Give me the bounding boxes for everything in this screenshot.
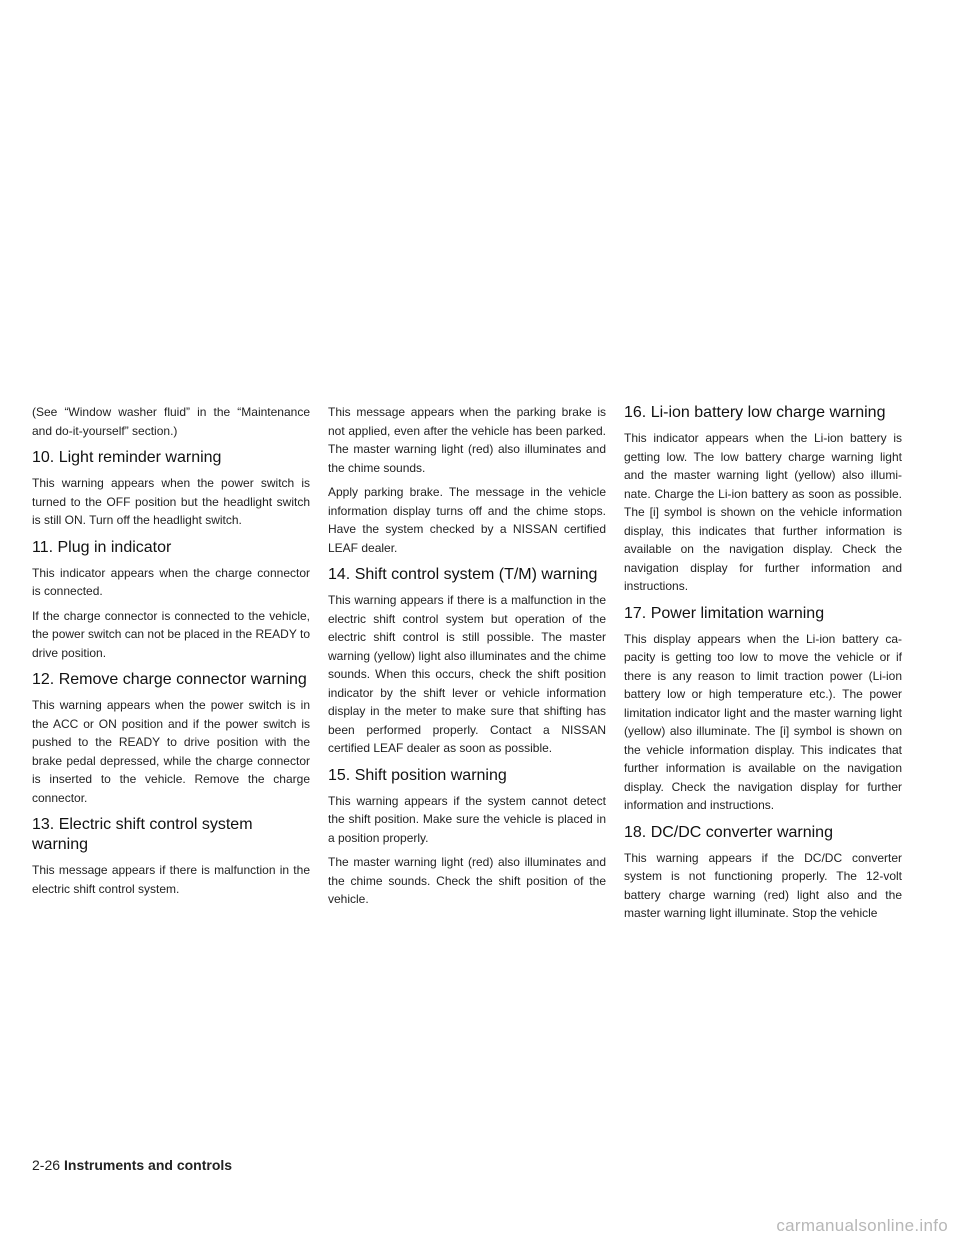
heading-light-reminder-warning: 10. Light reminder warning — [32, 449, 222, 466]
section-name: Instruments and controls — [64, 1157, 233, 1173]
page-number: 2-26 — [32, 1157, 61, 1173]
shift-control-tm-paragraph: This warning appears if there is a malfunction in the electric shift control system but operation of the electric shift control is still possible. The master warning (yellow) light also illuminates and the chime sounds. When this occurs, check the shift position indicator by the shift lever or vehicle information display in the meter to make sure that shifting has been performed properly. Contact a NISSAN certified LEAF dealer as soon as possible. — [328, 593, 606, 755]
dcdc-converter-paragraph: This warning appears if the DC/DC converter system is not functioning properly. The 12-volt battery charge warning (red) light also and the master warning light illuminate. Stop the vehicle — [624, 850, 902, 920]
heading-li-ion-low-charge: 16. Li-ion battery low charge warning — [624, 404, 886, 421]
column-1 — [32, 403, 310, 904]
heading-remove-charge-connector: 12. Remove charge connector warning — [32, 671, 307, 688]
heading-shift-position-warning: 15. Shift position warning — [328, 766, 507, 784]
heading-power-limitation: 17. Power limitation warning — [624, 604, 825, 622]
page-footer — [32, 1156, 232, 1174]
watermark: carmanualsonline.info — [776, 1216, 948, 1235]
parking-brake-paragraph-2: Apply parking brake. The message in the vehicle information display turns off and the chime stops. Have the system checked by a NISSAN certified LEAF dealer. — [328, 485, 606, 555]
heading-plug-in-indicator: 11. Plug in indicator — [32, 538, 172, 556]
power-limitation-paragraph: This display appears when the Li-ion battery capacity is getting too low to move the vehicle or if there is any reason to limit traction power (Li-ion battery low or high temperature etc.). The power limitation indicator light and the master warning light (yellow) also illuminate. The [i] symbol is shown on the vehicle information display. This indicates that further information is available on the navigation display. Check the navigation display for further information and instructions. — [624, 631, 902, 812]
shift-position-paragraph-1: This warning appears if the system cannot detect the shift position. Make sure the vehicle is placed in a position properly. — [328, 793, 606, 845]
intro-paragraph: (See “Window washer fluid” in the “Maintenance and do-it-yourself” section.) — [32, 405, 310, 438]
remove-charge-connector-paragraph: This warning appears when the power switch is in the ACC or ON position and if the power switch is pushed to the READY to drive position with the brake pedal depressed, while the charge connector is inserted to the vehicle. Remove the charge connector. — [32, 698, 310, 805]
light-reminder-paragraph: This warning appears when the power switch is turned to the OFF position but the headlight switch is still ON. Turn off the headlight switch. — [32, 476, 310, 527]
parking-brake-paragraph-1: This message appears when the parking brake is not applied, even after the vehicle has been parked. The master warning light (red) also illuminates and the chime sounds. — [328, 405, 606, 475]
electric-shift-control-paragraph: This message appears if there is malfunction in the electric shift control system. — [32, 863, 310, 896]
plug-in-paragraph-1: This indicator appears when the charge connector is connected. — [32, 565, 310, 598]
shift-position-paragraph-2: The master warning light (red) also illuminates and the chime sounds. Check the shift position of the vehicle. — [328, 855, 606, 906]
heading-shift-control-tm: 14. Shift control system (T/M) warning — [328, 566, 598, 583]
column-2 — [328, 403, 606, 915]
heading-dcdc-converter: 18. DC/DC converter warning — [624, 823, 833, 841]
plug-in-paragraph-2: If the charge connector is connected to the vehicle, the power switch can not be placed in the READY to drive position. — [32, 608, 310, 660]
column-3 — [624, 403, 902, 929]
li-ion-low-charge-paragraph: This indicator appears when the Li-ion battery is getting low. The low battery charge warning light and the master warning light (yellow) also illuminate. Charge the Li-ion battery as soon as possible. The [i] symbol is shown on the vehicle information display, this indicates that further information is available on the navigation display. Check the navigation display for further information and instructions. — [624, 431, 902, 593]
heading-electric-shift-control: 13. Electric shift control system warning — [32, 816, 253, 853]
